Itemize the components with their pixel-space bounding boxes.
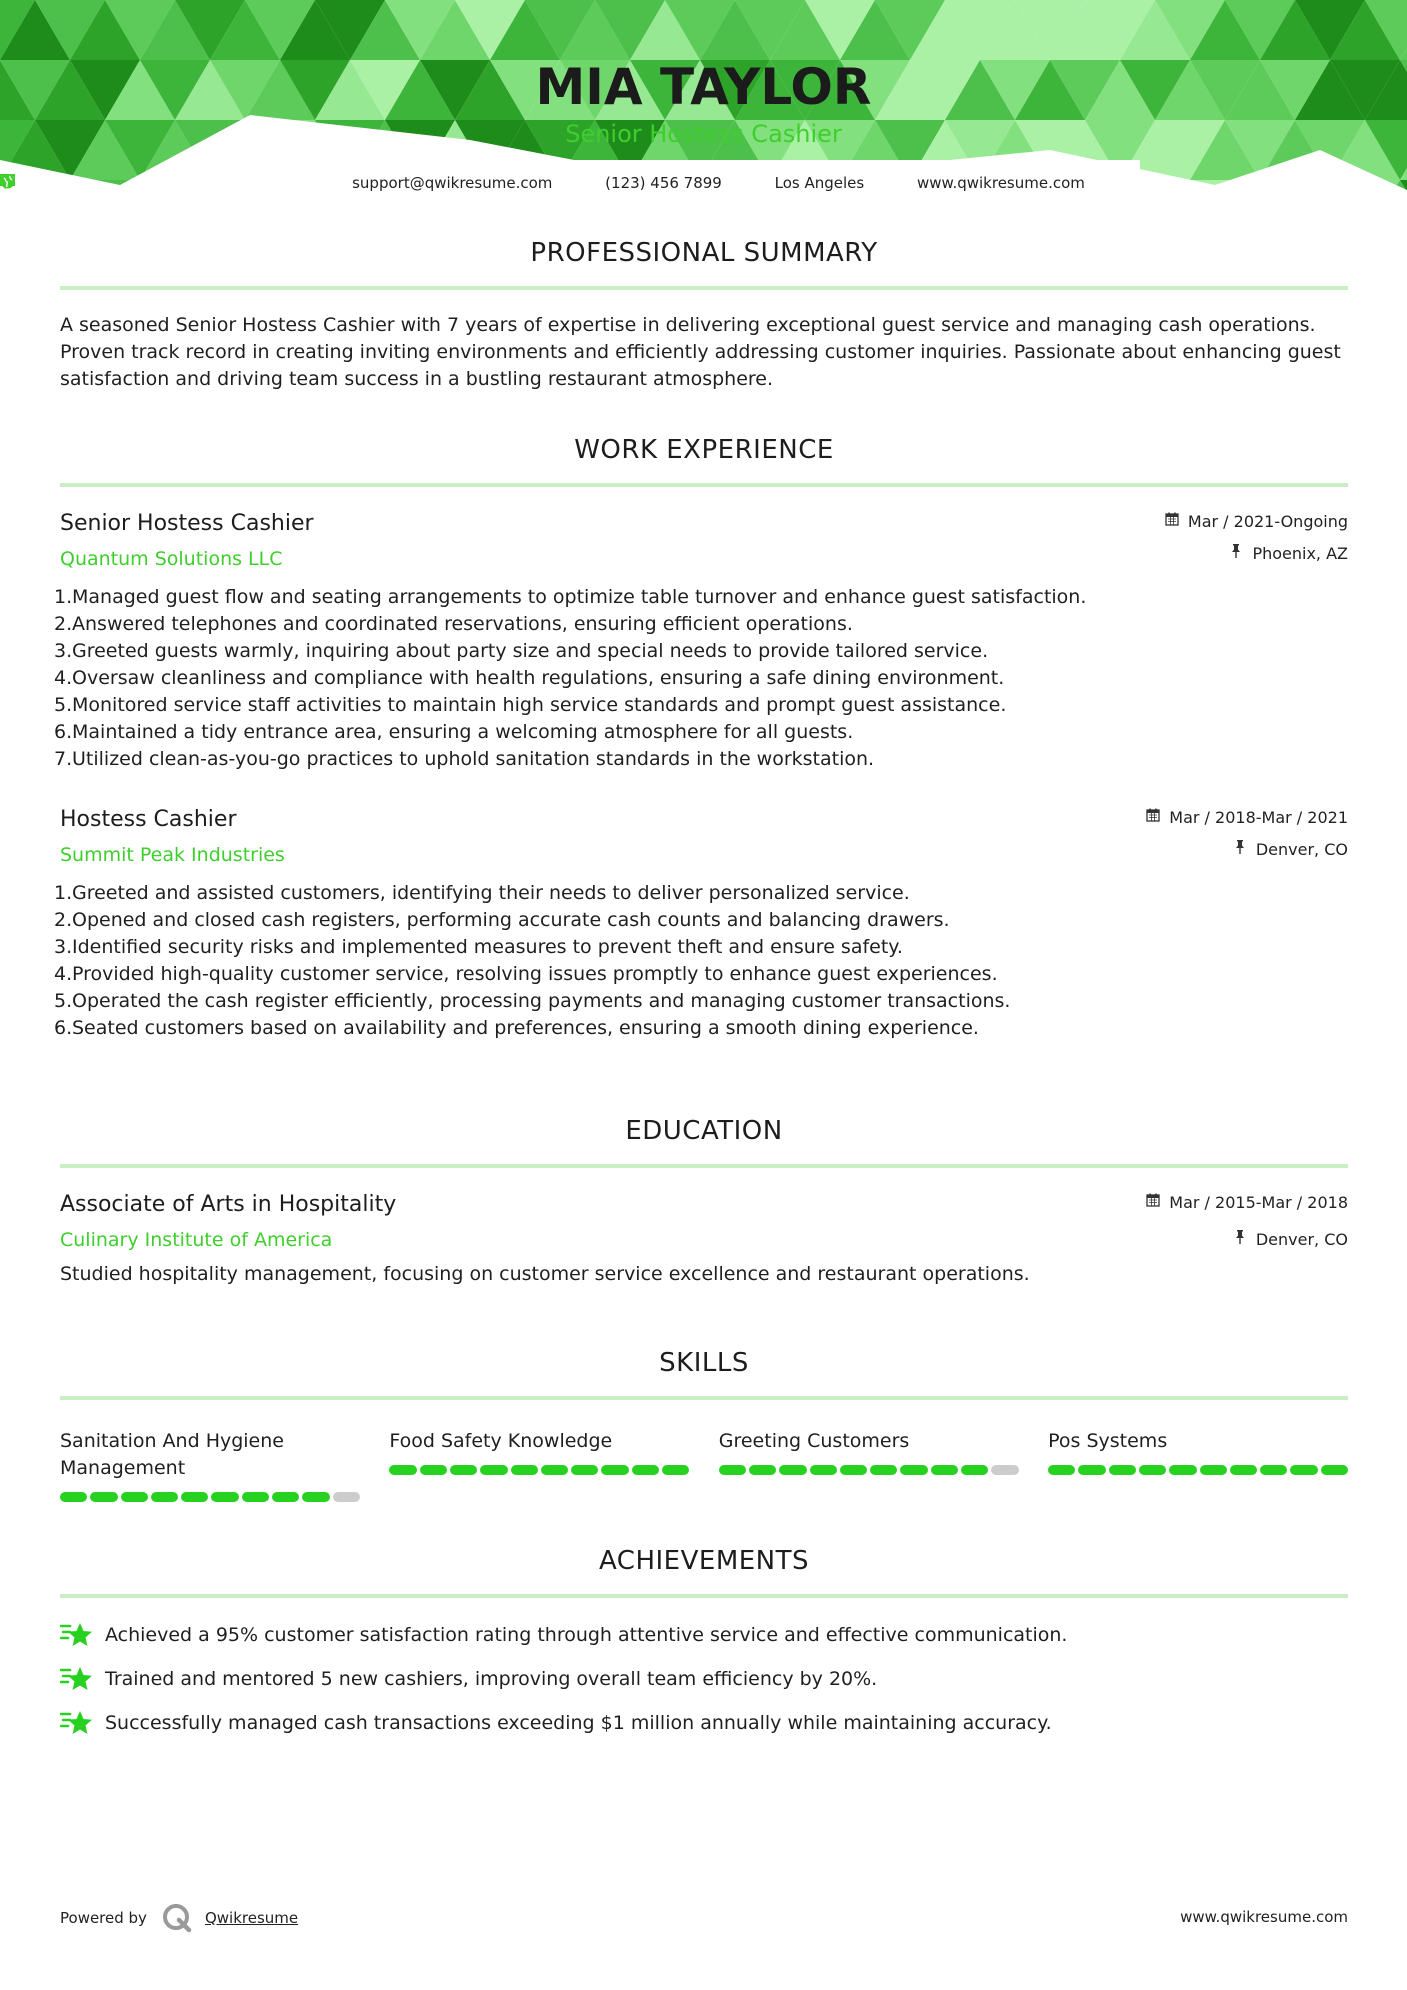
skills-heading: SKILLS <box>659 1348 749 1378</box>
skill-level-segment <box>840 1465 867 1475</box>
skill-level-segment <box>601 1465 628 1475</box>
skill-level-segment <box>961 1465 988 1475</box>
shooting-star-icon <box>60 1664 94 1694</box>
footer <box>60 1900 1348 1940</box>
footer-url[interactable]: www.qwikresume.com <box>1180 1908 1348 1926</box>
skill-level-segment <box>121 1492 148 1502</box>
education-section <box>60 1116 1348 1288</box>
contact-website[interactable] <box>887 174 1085 192</box>
education-dates: Mar / 2015-Mar / 2018 <box>1169 1192 1348 1212</box>
skill-level-segment <box>151 1492 178 1502</box>
job-dates: Mar / 2018-Mar / 2021 <box>1169 807 1348 827</box>
header-banner <box>0 0 1407 200</box>
skill-level-segment <box>181 1492 208 1502</box>
skill-level-segment <box>779 1465 806 1475</box>
contact-email[interactable] <box>322 174 552 192</box>
candidate-name: MIA TAYLOR <box>535 58 872 116</box>
skill-level-segment <box>1260 1465 1287 1475</box>
skill-name: Food Safety Knowledge <box>389 1430 613 1452</box>
skills-section <box>60 1348 1348 1502</box>
list-item: 4.Oversaw cleanliness and compliance with health regulations, ensuring a safe dining environment. <box>54 667 1005 689</box>
job-dates: Mar / 2021-Ongoing <box>1187 511 1348 531</box>
skill-level-segment <box>1048 1465 1075 1475</box>
skill-name: Greeting Customers <box>718 1430 910 1452</box>
job-entry <box>54 511 1348 773</box>
skill-name: Pos Systems <box>1048 1430 1168 1452</box>
skill-name: Sanitation And Hygiene Management <box>60 1430 284 1479</box>
contact-phone-text: (123) 456 7899 <box>605 174 722 192</box>
education-meta <box>1145 1192 1348 1249</box>
qwikresume-logo-icon <box>162 1903 192 1933</box>
list-item: 3.Identified security risks and implemented measures to prevent theft and ensure safety. <box>54 936 903 958</box>
skill-level-segment <box>541 1465 568 1475</box>
skill-item <box>389 1428 689 1502</box>
job-title: Senior Hostess Cashier <box>60 511 314 536</box>
education-heading: EDUCATION <box>625 1116 783 1146</box>
skill-level-segment <box>900 1465 927 1475</box>
achievement-item <box>60 1708 1348 1738</box>
skill-level-segment <box>211 1492 238 1502</box>
contact-website-text: www.qwikresume.com <box>917 174 1085 192</box>
brand-link[interactable]: Qwikresume <box>204 1909 299 1927</box>
phone-icon <box>575 175 591 191</box>
contact-phone[interactable] <box>575 174 722 192</box>
list-item: 5.Operated the cash register efficiently, processing payments and managing customer transactions. <box>54 990 1011 1012</box>
job-title: Hostess Cashier <box>60 807 237 832</box>
skill-level-bar <box>389 1465 689 1475</box>
pushpin-icon <box>1232 840 1248 858</box>
pushpin-icon <box>1228 544 1244 562</box>
education-entry <box>60 1192 1348 1288</box>
skill-level-segment <box>1109 1465 1136 1475</box>
education-location: Denver, CO <box>1255 1229 1348 1249</box>
section-divider <box>60 483 1348 487</box>
calendar-icon <box>1164 512 1180 530</box>
skill-level-segment <box>991 1465 1018 1475</box>
skill-level-segment <box>571 1465 598 1475</box>
candidate-title: Senior Hostess Cashier <box>565 120 842 148</box>
job-duties <box>54 584 1348 773</box>
contact-location <box>745 174 865 192</box>
skill-level-segment <box>1230 1465 1257 1475</box>
skill-level-segment <box>810 1465 837 1475</box>
skill-level-segment <box>662 1465 689 1475</box>
map-marker-icon <box>745 175 761 191</box>
skill-level-segment <box>333 1492 360 1502</box>
contact-bar <box>0 174 1407 195</box>
achievement-text: Successfully managed cash transactions exceeding $1 million annually while maintaining accuracy. <box>105 1712 1052 1734</box>
company-name: Quantum Solutions LLC <box>60 548 283 570</box>
skill-item <box>60 1428 360 1502</box>
skill-level-segment <box>1139 1465 1166 1475</box>
skill-level-segment <box>302 1492 329 1502</box>
skill-level-segment <box>870 1465 897 1475</box>
summary-section <box>60 238 1348 393</box>
skill-item <box>719 1428 1019 1502</box>
job-location: Denver, CO <box>1255 839 1348 859</box>
achievements-list <box>60 1620 1348 1738</box>
job-location: Phoenix, AZ <box>1252 543 1348 563</box>
skill-level-bar <box>60 1492 360 1502</box>
calendar-icon <box>1145 808 1161 826</box>
calendar-icon <box>1145 1193 1161 1211</box>
skill-level-segment <box>389 1465 416 1475</box>
list-item: 2.Answered telephones and coordinated reservations, ensuring efficient operations. <box>54 613 853 635</box>
list-item: 5.Monitored service staff activities to maintain high service standards and prompt guest assistance. <box>54 694 1007 716</box>
skill-level-segment <box>749 1465 776 1475</box>
skill-level-segment <box>1290 1465 1317 1475</box>
achievements-heading: ACHIEVEMENTS <box>598 1546 810 1576</box>
skill-level-segment <box>719 1465 746 1475</box>
job-duties <box>54 880 1348 1042</box>
skill-level-bar <box>719 1465 1019 1475</box>
globe-icon <box>887 175 903 191</box>
skill-level-segment <box>1169 1465 1196 1475</box>
list-item: 6.Seated customers based on availability and preferences, ensuring a smooth dining experience. <box>54 1017 979 1039</box>
summary-heading: PROFESSIONAL SUMMARY <box>530 238 878 268</box>
achievement-text: Trained and mentored 5 new cashiers, improving overall team efficiency by 20%. <box>105 1668 878 1690</box>
skill-level-segment <box>60 1492 87 1502</box>
list-item: 6.Maintained a tidy entrance area, ensuring a welcoming atmosphere for all guests. <box>54 721 854 743</box>
list-item: 4.Provided high-quality customer service, resolving issues promptly to enhance guest experiences. <box>54 963 998 985</box>
skills-list <box>60 1428 1348 1502</box>
skill-level-bar <box>1048 1465 1348 1475</box>
job-meta <box>1164 511 1348 563</box>
achievement-item <box>60 1664 1348 1694</box>
skill-level-segment <box>632 1465 659 1475</box>
experience-section <box>54 435 1348 1042</box>
powered-by-label: Powered by <box>60 1909 147 1927</box>
envelope-icon <box>322 175 338 191</box>
section-divider <box>60 1164 1348 1168</box>
job-entry <box>54 807 1348 1042</box>
skill-level-segment <box>272 1492 299 1502</box>
powered-by <box>60 1900 298 1936</box>
pushpin-icon <box>1232 1230 1248 1248</box>
skill-level-segment <box>420 1465 447 1475</box>
school-name: Culinary Institute of America <box>60 1229 333 1251</box>
skill-level-segment <box>450 1465 477 1475</box>
education-description: Studied hospitality management, focusing on customer service excellence and restaurant operations. <box>60 1263 1030 1285</box>
experience-heading: WORK EXPERIENCE <box>574 435 834 465</box>
skill-level-segment <box>480 1465 507 1475</box>
skill-item <box>1048 1428 1348 1502</box>
skill-level-segment <box>1321 1465 1348 1475</box>
skill-level-segment <box>1078 1465 1105 1475</box>
achievement-text: Achieved a 95% customer satisfaction rating through attentive service and effective communication. <box>105 1624 1068 1646</box>
section-divider <box>60 286 1348 290</box>
list-item: 2.Opened and closed cash registers, performing accurate cash counts and balancing drawers. <box>54 909 950 931</box>
section-divider <box>60 1396 1348 1400</box>
shooting-star-icon <box>60 1620 94 1650</box>
summary-text: A seasoned Senior Hostess Cashier with 7 years of expertise in delivering exceptional guest service and managing cash operations. Proven track record in creating inviting environments and efficiently addressing customer inquiries. Passionate about enhancing guest satisfaction and driving team success in a bustling restaurant atmosphere. <box>60 314 1341 390</box>
list-item: 1.Managed guest flow and seating arrangements to optimize table turnover and enhance guest satisfaction. <box>54 586 1087 608</box>
skill-level-segment <box>1200 1465 1227 1475</box>
list-item: 3.Greeted guests warmly, inquiring about party size and special needs to provide tailored service. <box>54 640 989 662</box>
skill-level-segment <box>931 1465 958 1475</box>
skill-level-segment <box>242 1492 269 1502</box>
section-divider <box>60 1594 1348 1598</box>
contact-email-text: support@qwikresume.com <box>352 174 553 192</box>
skill-level-segment <box>90 1492 117 1502</box>
list-item: 1.Greeted and assisted customers, identifying their needs to deliver personalized service. <box>54 882 910 904</box>
job-meta <box>1145 807 1348 859</box>
company-name: Summit Peak Industries <box>60 844 285 866</box>
achievement-item <box>60 1620 1348 1650</box>
shooting-star-icon <box>60 1708 94 1738</box>
degree-title: Associate of Arts in Hospitality <box>60 1192 397 1217</box>
contact-location-text: Los Angeles <box>774 174 865 192</box>
list-item: 7.Utilized clean-as-you-go practices to uphold sanitation standards in the workstation. <box>54 748 875 770</box>
skill-level-segment <box>511 1465 538 1475</box>
achievements-section <box>60 1546 1348 1738</box>
